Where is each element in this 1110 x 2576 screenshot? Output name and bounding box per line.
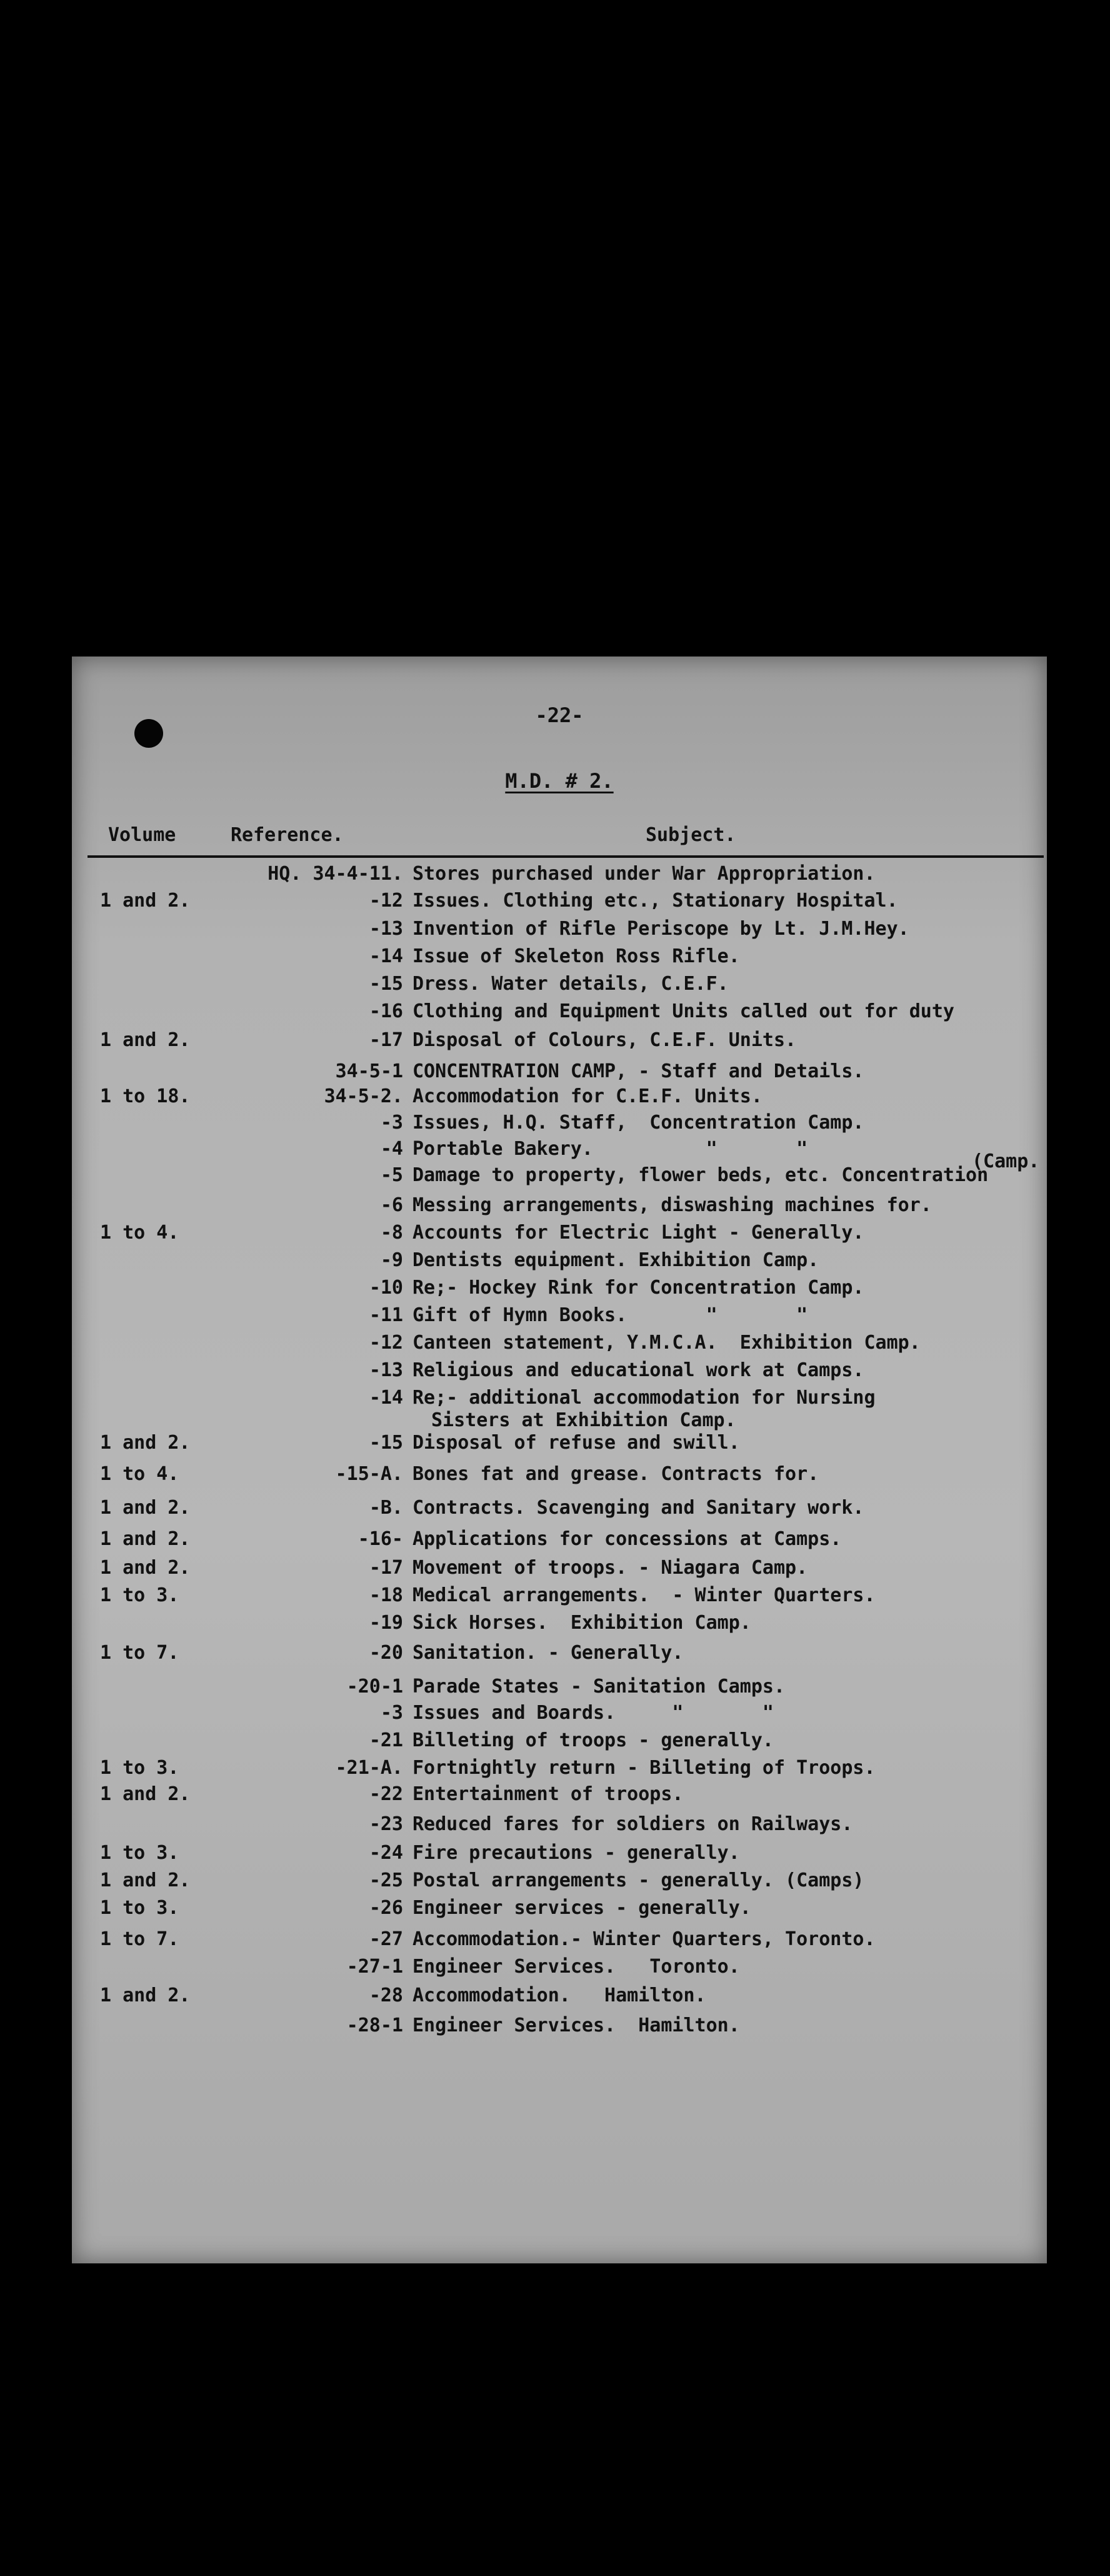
entry-subject-text: Sanitation. - Generally.: [412, 1642, 684, 1664]
entry-subject: [412, 1729, 1044, 1752]
entry-subject: [412, 1029, 1044, 1052]
volume-column-header: Volume: [108, 824, 176, 846]
entry-row: [72, 1332, 1047, 1359]
entry-subject-text: Messing arrangements, diswashing machines for.: [412, 1194, 932, 1216]
entry-margin-note: (Camp.: [972, 1150, 1040, 1172]
entry-subject: [412, 1676, 1044, 1698]
entry-row: [72, 863, 1047, 890]
entry-subject: [412, 890, 1044, 912]
entry-reference: -27: [369, 1928, 403, 1950]
entry-subject-text: Engineer services - generally.: [412, 1897, 751, 1919]
entry-reference: -14: [369, 945, 403, 967]
entry-volume: 1 and 2.: [100, 890, 191, 912]
entry-subject-text: Engineer Services. Toronto.: [412, 1956, 740, 1978]
entry-subject: [412, 1332, 1044, 1354]
entry-subject-text: Disposal of Colours, C.E.F. Units.: [412, 1029, 797, 1051]
entry-subject-text: Issues and Boards. " ": [412, 1702, 774, 1724]
entry-volume: 1 and 2.: [100, 1783, 191, 1805]
entry-subject: [412, 1194, 1044, 1217]
entry-volume: 1 and 2.: [100, 1029, 191, 1051]
entries-list: [72, 657, 1047, 2263]
page-number: -22-: [535, 703, 584, 727]
entry-row: [72, 1557, 1047, 1584]
entry-subject: [412, 1584, 1044, 1607]
entry-reference: -22: [369, 1783, 403, 1805]
entry-row: [72, 1985, 1047, 2012]
entry-row: [72, 973, 1047, 1000]
entry-subject: [412, 945, 1044, 968]
entry-row: [72, 945, 1047, 973]
entry-reference: -21: [369, 1729, 403, 1751]
entry-subject-continuation: Sisters at Exhibition Camp.: [431, 1409, 736, 1431]
entry-reference: -28: [369, 1985, 403, 2006]
entry-row: [72, 1729, 1047, 1757]
entry-subject-text: Dress. Water details, C.E.F.: [412, 973, 729, 995]
entry-subject-text: Bones fat and grease. Contracts for.: [412, 1463, 819, 1485]
entry-reference: 34-5-1: [335, 1060, 403, 1082]
entry-row: [72, 1277, 1047, 1304]
entry-reference: -26: [369, 1897, 403, 1919]
entry-subject: [412, 1813, 1044, 1836]
entry-subject-text: Movement of troops. - Niagara Camp.: [412, 1557, 808, 1579]
entry-row: [72, 1000, 1047, 1028]
entry-subject: [412, 1642, 1044, 1664]
entry-reference: -28-1: [346, 2015, 403, 2036]
entry-row: [72, 1528, 1047, 1556]
entry-subject-text: Postal arrangements - generally. (Camps): [412, 1869, 864, 1891]
entry-subject: [412, 1783, 1044, 1806]
entry-volume: 1 to 7.: [100, 1642, 179, 1664]
entry-row: [72, 1304, 1047, 1332]
entry-row: [72, 1112, 1047, 1139]
entry-subject: [412, 1557, 1044, 1579]
entry-volume: 1 and 2.: [100, 1985, 191, 2006]
entry-subject-text: Invention of Rifle Periscope by Lt. J.M.Hey.: [412, 918, 909, 940]
entry-subject-text: Parade States - Sanitation Camps.: [412, 1676, 786, 1698]
district-title: M.D. # 2.: [505, 769, 614, 793]
document-page: [72, 657, 1047, 2263]
entry-reference: -16: [369, 1000, 403, 1022]
entry-subject: [412, 1956, 1044, 1978]
entry-row: [72, 1842, 1047, 1869]
entry-row: [72, 1060, 1047, 1088]
entry-reference: -15: [369, 973, 403, 995]
entry-subject: [412, 863, 1044, 885]
entry-subject-text: Entertainment of troops.: [412, 1783, 684, 1805]
entry-reference: -11: [369, 1304, 403, 1326]
entry-reference: -24: [369, 1842, 403, 1864]
entry-row: [72, 1897, 1047, 1924]
entry-subject: [412, 1612, 1044, 1634]
entry-subject: [412, 1277, 1044, 1299]
entry-reference: -6: [380, 1194, 403, 1216]
entry-reference: -20-1: [346, 1676, 403, 1698]
entry-volume: 1 to 4.: [100, 1463, 179, 1485]
entry-subject-text: Accommodation. Hamilton.: [412, 1985, 706, 2006]
entry-volume: 1 to 7.: [100, 1928, 179, 1950]
entry-subject: [412, 973, 1044, 995]
entry-subject-text: CONCENTRATION CAMP, - Staff and Details.: [412, 1060, 864, 1082]
entry-subject-text: Fire precautions - generally.: [412, 1842, 740, 1864]
entry-reference: -13: [369, 1359, 403, 1381]
entry-row: [72, 1612, 1047, 1639]
entry-row: [72, 1702, 1047, 1729]
entry-subject-text: Accounts for Electric Light - Generally.: [412, 1222, 864, 1244]
entry-subject-text: Issue of Skeleton Ross Rifle.: [412, 945, 740, 967]
subject-column-header: Subject.: [646, 824, 736, 846]
entry-row: [72, 1463, 1047, 1491]
entry-row: [72, 1387, 1047, 1431]
entry-subject-text: Dentists equipment. Exhibition Camp.: [412, 1249, 819, 1271]
entry-subject: [412, 1497, 1044, 1519]
entry-row: [72, 1497, 1047, 1524]
entry-subject: [412, 1249, 1044, 1272]
entry-reference: -20: [369, 1642, 403, 1664]
entry-subject-text: Accommodation.- Winter Quarters, Toronto.: [412, 1928, 876, 1950]
entry-volume: 1 to 3.: [100, 1757, 179, 1779]
entry-row: [72, 1813, 1047, 1841]
entry-subject-text: Reduced fares for soldiers on Railways.: [412, 1813, 853, 1835]
entry-reference: -8: [380, 1222, 403, 1244]
entry-subject: [412, 1897, 1044, 1919]
entry-reference: -9: [380, 1249, 403, 1271]
entry-subject-text: Applications for concessions at Camps.: [412, 1528, 842, 1550]
entry-subject-text: Billeting of troops - generally.: [412, 1729, 774, 1751]
entry-volume: 1 and 2.: [100, 1497, 191, 1519]
entry-subject: [412, 1359, 1044, 1382]
entry-reference: -27-1: [346, 1956, 403, 1978]
entry-subject: [412, 1985, 1044, 2007]
entry-volume: 1 and 2.: [100, 1869, 191, 1891]
entry-row: [72, 1222, 1047, 1249]
entry-subject: [412, 1463, 1044, 1486]
entry-volume: 1 to 3.: [100, 1584, 179, 1606]
entry-subject-text: Stores purchased under War Appropriation.: [412, 863, 876, 885]
entry-volume: 1 and 2.: [100, 1432, 191, 1454]
entry-subject-text: Fortnightly return - Billeting of Troops.: [412, 1757, 876, 1779]
entry-subject-text: Medical arrangements. - Winter Quarters.: [412, 1584, 876, 1606]
entry-reference: -10: [369, 1277, 403, 1299]
entry-reference: -12: [369, 1332, 403, 1354]
entry-reference: -17: [369, 1029, 403, 1051]
entry-row: [72, 1194, 1047, 1222]
entry-subject: [412, 1222, 1044, 1244]
entry-row: [72, 1869, 1047, 1897]
entry-reference: -19: [369, 1612, 403, 1634]
entry-subject-text: Issues, H.Q. Staff, Concentration Camp.: [412, 1112, 864, 1134]
entry-volume: 1 to 4.: [100, 1222, 179, 1244]
entry-row: [72, 918, 1047, 945]
entry-row: [72, 1956, 1047, 1983]
entry-subject-text: Clothing and Equipment Units called out for duty: [412, 1000, 954, 1022]
entry-subject-text: Disposal of refuse and swill.: [412, 1432, 740, 1454]
entry-subject-text: Issues. Clothing etc., Stationary Hospital.: [412, 890, 898, 912]
entry-subject: [412, 1928, 1044, 1951]
entry-row: [72, 1150, 1047, 1192]
entry-subject: [412, 1060, 1044, 1083]
entry-volume: 1 and 2.: [100, 1528, 191, 1550]
entry-subject: [412, 1757, 1044, 1779]
entry-reference: HQ. 34-4-11.: [268, 863, 403, 885]
entry-subject-text: Damage to property, flower beds, etc. Concentration: [412, 1164, 989, 1186]
entry-subject: [412, 1702, 1044, 1724]
reference-column-header: Reference.: [231, 824, 344, 846]
entry-reference: -3: [380, 1702, 403, 1724]
entry-reference: -5: [380, 1164, 403, 1186]
entry-subject-text: Sick Horses. Exhibition Camp.: [412, 1612, 751, 1634]
entry-reference: -14: [369, 1387, 403, 1409]
entry-subject: [412, 1085, 1044, 1108]
entry-subject: [412, 1528, 1044, 1551]
entry-subject-text: Portable Bakery. " ": [412, 1138, 808, 1160]
entry-reference: -25: [369, 1869, 403, 1891]
entry-row: [72, 1029, 1047, 1057]
entry-volume: 1 and 2.: [100, 1557, 191, 1579]
entry-reference: -15-A.: [335, 1463, 403, 1485]
entry-volume: 1 to 3.: [100, 1897, 179, 1919]
entry-subject: [412, 1164, 1044, 1187]
entry-subject: [412, 1842, 1044, 1864]
entry-subject-text: Contracts. Scavenging and Sanitary work.: [412, 1497, 864, 1519]
entry-row: [72, 1757, 1047, 1784]
entry-row: [72, 2015, 1047, 2042]
entry-row: [72, 1249, 1047, 1277]
entry-reference: 34-5-2.: [324, 1085, 403, 1107]
entry-subject: [412, 1000, 1044, 1023]
entry-subject: [412, 918, 1044, 940]
entry-subject-text: Accommodation for C.E.F. Units.: [412, 1085, 762, 1107]
entry-row: [72, 890, 1047, 917]
entry-reference: -21-A.: [335, 1757, 403, 1779]
entry-reference: -3: [380, 1112, 403, 1134]
entry-subject: [412, 2015, 1044, 2037]
entry-row: [72, 1676, 1047, 1703]
entry-subject: [412, 1387, 1044, 1432]
entry-row: [72, 1138, 1047, 1165]
entry-row: [72, 1928, 1047, 1956]
entry-row: [72, 1584, 1047, 1612]
entry-reference: -12: [369, 890, 403, 912]
entry-subject: [412, 1432, 1044, 1454]
entry-subject-text: Re;- additional accommodation for Nursing: [412, 1387, 876, 1409]
entry-reference: -18: [369, 1584, 403, 1606]
entry-subject: [412, 1112, 1044, 1134]
entry-row: [72, 1783, 1047, 1811]
entry-subject-text: Re;- Hockey Rink for Concentration Camp.: [412, 1277, 864, 1299]
entry-volume: 1 to 3.: [100, 1842, 179, 1864]
entry-reference: -15: [369, 1432, 403, 1454]
entry-subject-text: Engineer Services. Hamilton.: [412, 2015, 740, 2036]
entry-row: [72, 1359, 1047, 1387]
entry-reference: -16-: [358, 1528, 403, 1550]
entry-reference: -13: [369, 918, 403, 940]
entry-row: [72, 1432, 1047, 1459]
entry-subject-text: Canteen statement, Y.M.C.A. Exhibition Camp.: [412, 1332, 921, 1354]
entry-reference: -B.: [369, 1497, 403, 1519]
entry-subject-text: Gift of Hymn Books. " ": [412, 1304, 808, 1326]
entry-row: [72, 1642, 1047, 1669]
entry-subject: [412, 1138, 1044, 1160]
entry-row: [72, 1085, 1047, 1113]
entry-reference: -17: [369, 1557, 403, 1579]
entry-reference: -4: [380, 1138, 403, 1160]
entry-volume: 1 to 18.: [100, 1085, 191, 1107]
entry-subject-text: Religious and educational work at Camps.: [412, 1359, 864, 1381]
entry-subject: [412, 1304, 1044, 1327]
entry-reference: -23: [369, 1813, 403, 1835]
entry-subject: [412, 1869, 1044, 1892]
